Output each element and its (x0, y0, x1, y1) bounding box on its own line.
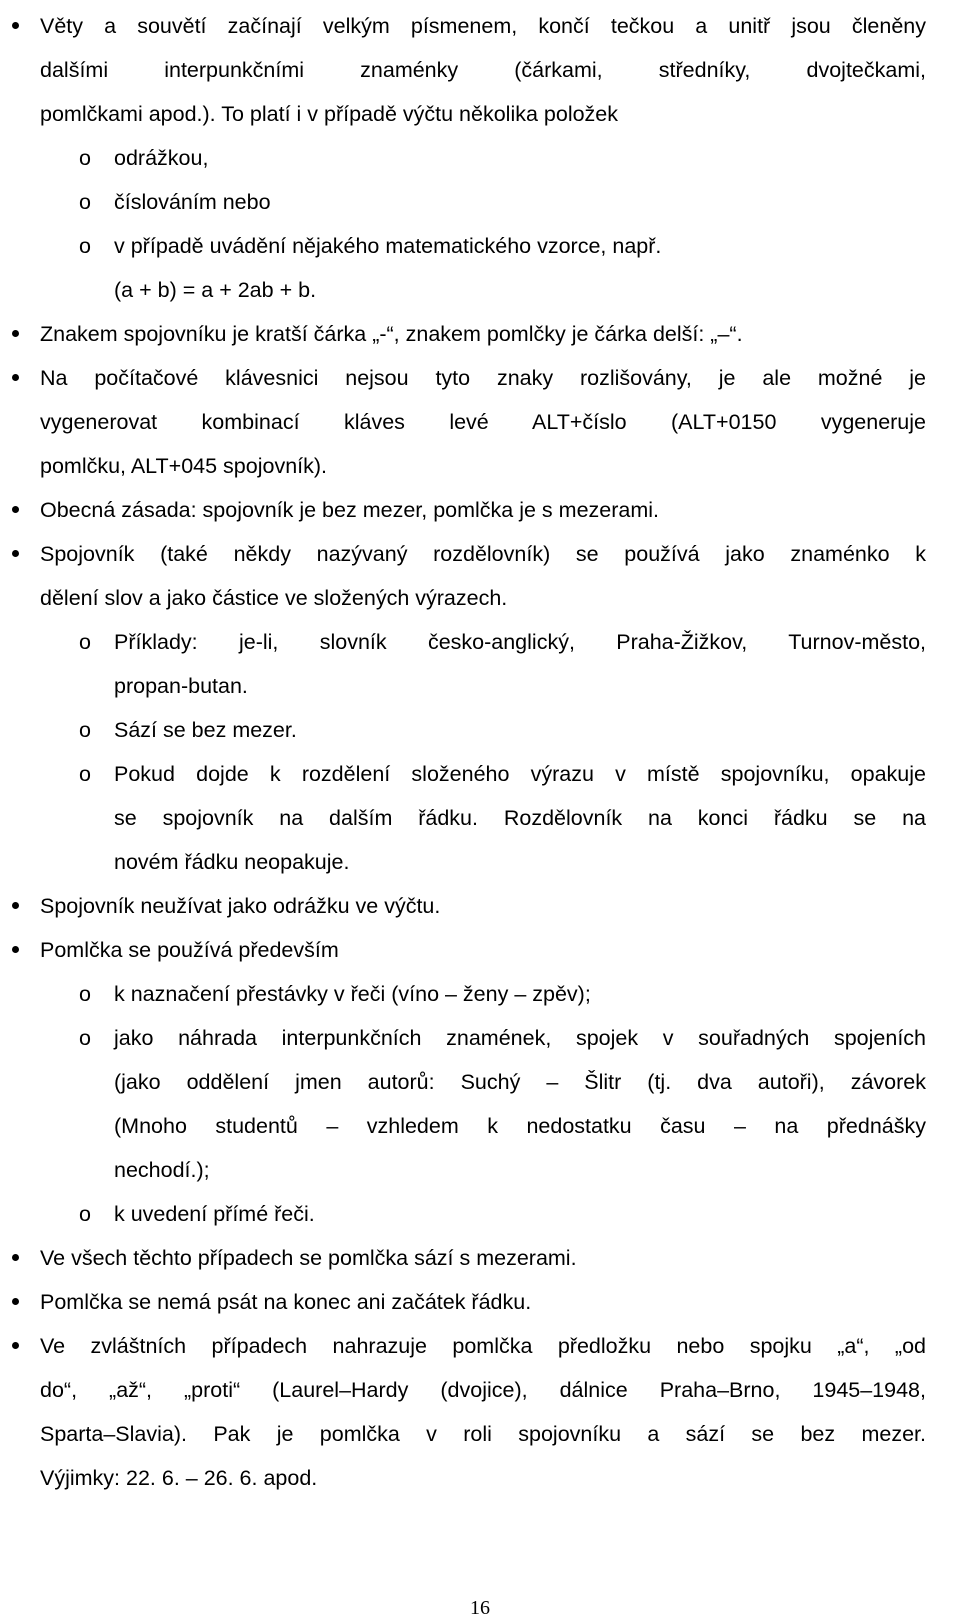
text-line: Znakem spojovníku je kratší čárka „-“, znakem pomlčky je čárka delší: „–“. (40, 322, 743, 346)
sub-bullet-marker: o (79, 234, 91, 258)
text-line: Sází se bez mezer. (114, 718, 297, 742)
text-line: Příklady: je-li, slovník česko-anglický, Praha-Žižkov, Turnov-město, (114, 630, 926, 654)
text-line: Pomlčka se nemá psát na konec ani začátek řádku. (40, 1290, 532, 1314)
bullet-icon (12, 550, 19, 557)
text-line: Pomlčka se používá především (40, 938, 339, 962)
sub-bullet-marker: o (79, 1202, 91, 1226)
sub-bullet-marker: o (79, 1026, 91, 1050)
bullet-icon (12, 1298, 19, 1305)
text-line: k naznačení přestávky v řeči (víno – ženy – zpěv); (114, 982, 591, 1006)
text-line: pomlčkami apod.). To platí i v případě výčtu několika položek (40, 102, 619, 126)
text-line: dalšími interpunkčními znaménky (čárkami, středníky, dvojtečkami, (40, 58, 926, 82)
text-line: k uvedení přímé řeči. (114, 1202, 315, 1226)
bullet-icon (12, 374, 19, 381)
text-line: (Mnoho studentů – vzhledem k nedostatku času – na přednášky (114, 1114, 926, 1138)
sub-bullet-marker: o (79, 630, 91, 654)
text-line: propan-butan. (114, 674, 248, 698)
text-line: novém řádku neopakuje. (114, 850, 350, 874)
text-line: (jako oddělení jmen autorů: Suchý – Šlitr (tj. dva autoři), závorek (114, 1070, 926, 1094)
bullet-icon (12, 1342, 19, 1349)
text-line: nechodí.); (114, 1158, 210, 1182)
text-line: Spojovník (také někdy nazývaný rozdělovník) se používá jako znaménko k (40, 542, 926, 566)
text-line: Pokud dojde k rozdělení složeného výrazu v místě spojovníku, opakuje (114, 762, 926, 786)
text-line: dělení slov a jako částice ve složených výrazech. (40, 586, 508, 610)
text-line: Ve zvláštních případech nahrazuje pomlčka předložku nebo spojku „a“, „od (40, 1334, 926, 1358)
text-line: vygenerovat kombinací kláves levé ALT+číslo (ALT+0150 vygeneruje (40, 410, 926, 434)
text-line: odrážkou, (114, 146, 209, 170)
bullet-icon (12, 902, 19, 909)
page-number: 16 (470, 1597, 490, 1619)
sub-bullet-marker: o (79, 762, 91, 786)
text-line: Výjimky: 22. 6. – 26. 6. apod. (40, 1466, 318, 1490)
sub-bullet-marker: o (79, 190, 91, 214)
text-line: v případě uvádění nějakého matematického vzorce, např. (114, 234, 662, 258)
text-line: jako náhrada interpunkčních znamének, spojek v souřadných spojeních (114, 1026, 926, 1050)
text-line: do“, „až“, „proti“ (Laurel–Hardy (dvojice), dálnice Praha–Brno, 1945–1948, (40, 1378, 926, 1402)
text-line: Na počítačové klávesnici nejsou tyto znaky rozlišovány, je ale možné je (40, 366, 926, 390)
bullet-icon (12, 506, 19, 513)
bullet-icon (12, 22, 19, 29)
text-line: Obecná zásada: spojovník je bez mezer, pomlčka je s mezerami. (40, 498, 660, 522)
text-line: Ve všech těchto případech se pomlčka sází s mezerami. (40, 1246, 577, 1270)
math-formula: (a + b) = a + 2ab + b. (114, 278, 317, 302)
text-line: pomlčku, ALT+045 spojovník). (40, 454, 328, 478)
sub-bullet-marker: o (79, 718, 91, 742)
bullet-icon (12, 946, 19, 953)
sub-bullet-marker: o (79, 146, 91, 170)
text-line: Sparta–Slavia). Pak je pomlčka v roli spojovníku a sází se bez mezer. (40, 1422, 926, 1446)
text-line: se spojovník na dalším řádku. Rozdělovník na konci řádku se na (114, 806, 926, 830)
text-line: Věty a souvětí začínají velkým písmenem, končí tečkou a unitř jsou členěny (40, 14, 926, 38)
bullet-icon (12, 1254, 19, 1261)
bullet-icon (12, 330, 19, 337)
text-line: číslováním nebo (114, 190, 271, 214)
text-line: Spojovník neužívat jako odrážku ve výčtu. (40, 894, 441, 918)
sub-bullet-marker: o (79, 982, 91, 1006)
